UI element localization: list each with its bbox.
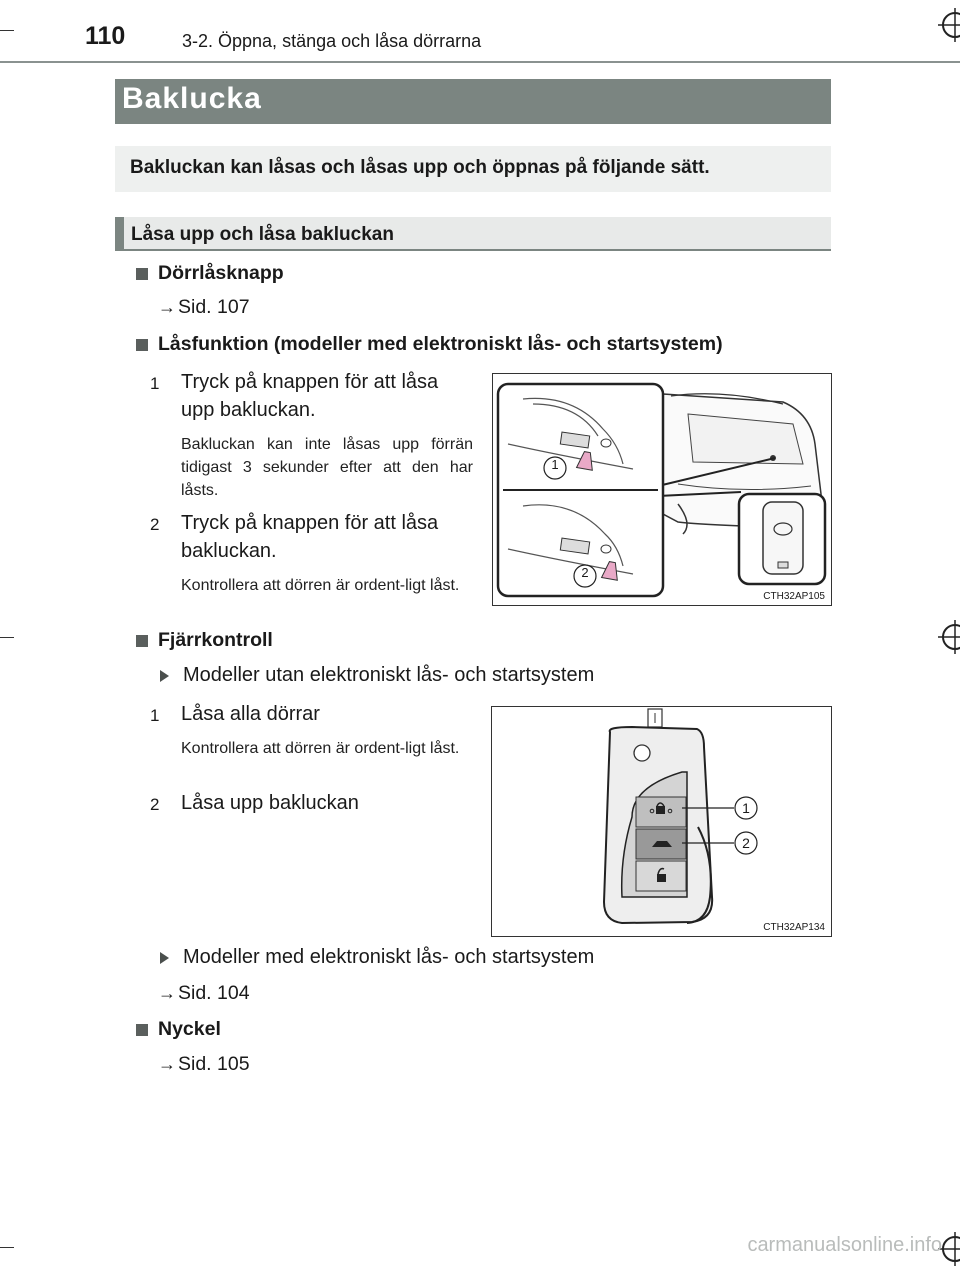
step-number-2: 2 [150, 515, 160, 534]
intro-text: Bakluckan kan låsas och låsas upp och öppnas på följande sätt. [130, 157, 710, 178]
registration-mark-top-right [938, 8, 960, 42]
chapter-title: 3-2. Öppna, stänga och låsa dörrarna [182, 31, 482, 51]
door-lock-button-heading: Dörrlåsknapp [136, 262, 284, 285]
header-rule [0, 61, 960, 63]
remote-variant-2-ref[interactable]: → Sid. 104 [158, 982, 250, 1004]
remote-step-1-text: Låsa alla dörrar [181, 703, 320, 725]
square-bullet-icon [136, 635, 148, 647]
key-heading: Nyckel [136, 1018, 221, 1041]
subsection-underline [115, 249, 831, 251]
registration-mark-mid-right [938, 620, 960, 654]
lock-step-1-text: Tryck på knappen för att låsa upp bakluckan. [181, 371, 439, 421]
remote-step-number-2: 2 [150, 795, 160, 814]
remote-step-1-note: Kontrollera att dörren är ordent-ligt låst. [181, 740, 460, 757]
square-bullet-icon [136, 1024, 148, 1036]
figure-1-code: CTH32AP105 [763, 591, 825, 602]
figure-2-callout-1: 1 [742, 800, 750, 816]
remote-step-number-1: 1 [150, 706, 160, 725]
arrow-right-icon: → [158, 297, 176, 317]
remote-heading: Fjärrkontroll [136, 629, 273, 652]
section-title: Baklucka [122, 82, 262, 115]
remote-figure [491, 706, 832, 937]
figure-2-callout-2: 2 [742, 835, 750, 851]
step-number-1: 1 [150, 374, 160, 393]
remote-variant-1: Modeller utan elektroniskt lås- och startsystem [160, 664, 594, 687]
crop-mark-mid-left [0, 637, 14, 638]
remote-key-illustration [492, 707, 831, 936]
lock-function-figure [492, 373, 832, 606]
tailgate-illustration [493, 374, 831, 605]
watermark: carmanualsonline.info [747, 1234, 942, 1256]
door-lock-button-ref[interactable]: → Sid. 107 [158, 296, 250, 318]
figure-2-code: CTH32AP134 [763, 922, 825, 933]
remote-variant-2: Modeller med elektroniskt lås- och startsystem [160, 946, 594, 969]
lock-step-1-note: Bakluckan kan inte låsas upp förrän tidigast 3 sekunder efter att den har låsts. [181, 436, 473, 499]
lock-step-2-note: Kontrollera att dörren är ordent-ligt låst. [181, 577, 460, 594]
lock-function-heading: Låsfunktion (modeller med elektroniskt lås- och startsystem) [136, 333, 723, 356]
lock-step-2-text: Tryck på knappen för att låsa bakluckan. [181, 512, 439, 562]
triangle-bullet-icon [160, 952, 169, 964]
remote-step-2-text: Låsa upp bakluckan [181, 792, 359, 814]
figure-1-callout-2: 2 [581, 565, 589, 580]
subsection-title: Låsa upp och låsa bakluckan [131, 224, 394, 245]
key-ref[interactable]: → Sid. 105 [158, 1053, 250, 1075]
arrow-right-icon: → [158, 983, 176, 1003]
crop-mark-top-left [0, 30, 14, 31]
triangle-bullet-icon [160, 670, 169, 682]
page-number: 110 [85, 22, 126, 50]
square-bullet-icon [136, 268, 148, 280]
square-bullet-icon [136, 339, 148, 351]
arrow-right-icon: → [158, 1054, 176, 1074]
figure-1-callout-1: 1 [551, 457, 559, 472]
crop-mark-bottom-left [0, 1247, 14, 1248]
subsection-stripe [115, 217, 124, 250]
